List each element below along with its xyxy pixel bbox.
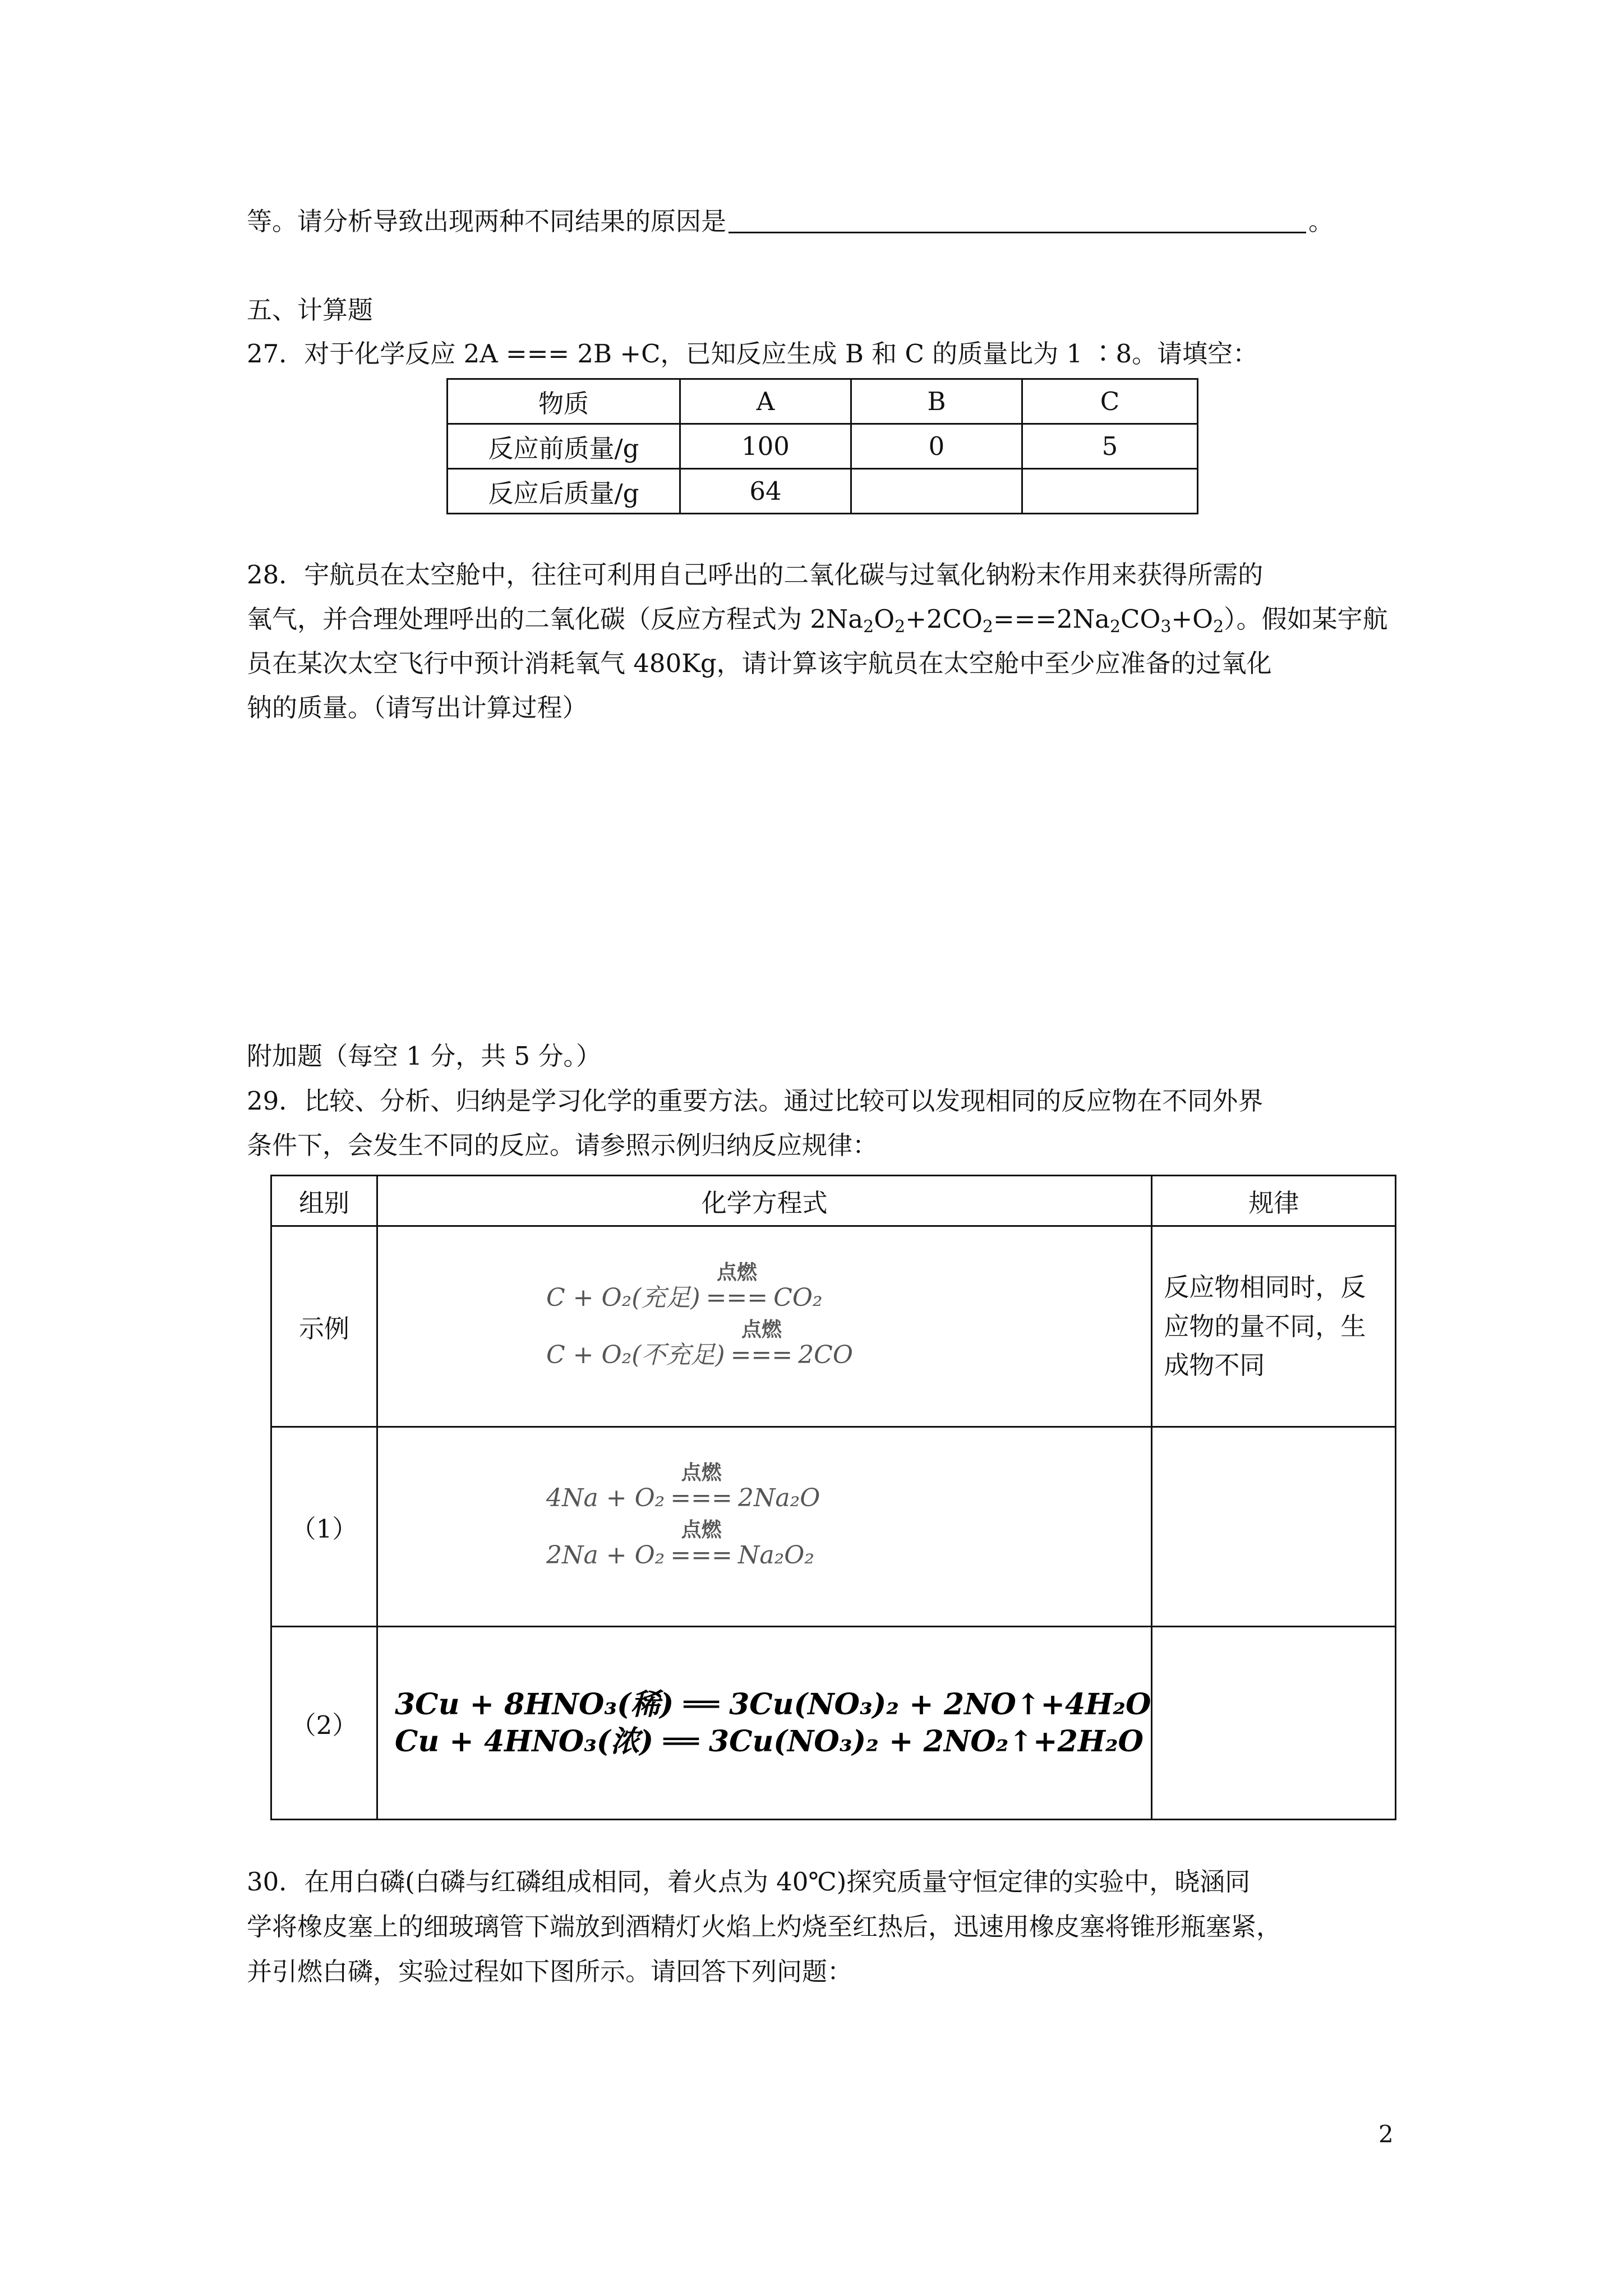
table-cell: 反应后质量/g — [448, 469, 680, 514]
q28-line-4: 钠的质量。（请写出计算过程） — [247, 693, 588, 723]
table-cell: 5 — [1022, 424, 1198, 469]
table-row — [271, 1226, 1396, 1427]
condition-label: 点燃 — [716, 1260, 757, 1284]
q28-text: ===2Na — [993, 604, 1110, 634]
q28-line-2 — [247, 604, 1388, 637]
q28-text: +O — [1171, 604, 1214, 634]
subscript: 2 — [982, 617, 993, 637]
condition-label: 点燃 — [681, 1460, 722, 1484]
q28-text: O — [874, 604, 895, 634]
table-header-cell: 物质 — [448, 379, 680, 424]
page-number: 2 — [1378, 2120, 1394, 2148]
q28-text: ）。假如某宇航 — [1224, 604, 1388, 634]
table-header-cell: 化学方程式 — [377, 1176, 1152, 1226]
equation-cell — [377, 1627, 1152, 1820]
q29-line-2: 条件下，会发生不同的反应。请参照示例归纳反应规律： — [247, 1130, 878, 1160]
products: CO₂ — [773, 1283, 823, 1312]
q28-line-3: 员在某次太空飞行中预计消耗氧气 480Kg，请计算该宇航员在太空舱中至少应准备的过氧化 — [247, 648, 1272, 678]
table-row — [271, 1627, 1396, 1820]
reactants: C + O₂(不充足) — [546, 1340, 725, 1369]
q27-stem: 27．对于化学反应 2A === 2B +C，已知反应生成 B 和 C 的质量比为 1 ∶8。请填空： — [247, 339, 1258, 369]
table-row — [448, 379, 1198, 424]
group-label: 示例 — [271, 1226, 377, 1427]
table-header-cell: C — [1022, 379, 1198, 424]
equation: 3Cu + 8HNO₃(稀) ══ 3Cu(NO₃)₂ + 2NO↑+4H₂O — [395, 1687, 1151, 1722]
table-row — [271, 1427, 1396, 1627]
rule-line: 应物的量不同，生 — [1164, 1311, 1366, 1341]
rule-line: 反应物相同时，反 — [1164, 1272, 1366, 1302]
subscript: 2 — [863, 617, 874, 637]
table-header-cell: 规律 — [1152, 1176, 1396, 1226]
q28-text: CO — [1121, 604, 1161, 634]
group-label: （2） — [271, 1627, 377, 1820]
continuation-end: 。 — [1308, 206, 1334, 236]
equation — [546, 1517, 1151, 1570]
condition: 点燃 === — [670, 1460, 732, 1512]
q30-line-2: 学将橡皮塞上的细玻璃管下端放到酒精灯火焰上灼烧至红热后，迅速用橡皮塞将锥形瓶塞紧， — [247, 1912, 1282, 1941]
condition-label: 点燃 — [741, 1317, 782, 1341]
table-cell: 反应前质量/g — [448, 424, 680, 469]
table-row — [448, 469, 1198, 514]
table-cell: 64 — [680, 469, 851, 514]
continuation-text: 等。请分析导致出现两种不同结果的原因是 — [247, 206, 727, 236]
question-continuation — [247, 206, 1334, 236]
table-row — [448, 424, 1198, 469]
q29-line-1: 29．比较、分析、归纳是学习化学的重要方法。通过比较可以发现相同的反应物在不同外界 — [247, 1086, 1264, 1116]
q28-text: +2CO — [905, 604, 983, 634]
subscript: 2 — [1109, 617, 1121, 637]
table-header-cell: B — [851, 379, 1022, 424]
table-header-cell: 组别 — [271, 1176, 377, 1226]
section-title: 五、计算题 — [247, 295, 374, 325]
equation-cell — [377, 1427, 1152, 1627]
group-label: （1） — [271, 1427, 377, 1627]
bonus-title: 附加题（每空 1 分，共 5 分。） — [247, 1041, 601, 1071]
reactants: 2Na + O₂ — [546, 1540, 665, 1570]
table-cell: 0 — [851, 424, 1022, 469]
answer-cell-rule-1[interactable] — [1152, 1427, 1396, 1627]
table-row — [271, 1176, 1396, 1226]
equation — [546, 1260, 1151, 1312]
rule-line: 成物不同 — [1164, 1350, 1265, 1381]
q27-table — [446, 378, 1198, 514]
equation: Cu + 4HNO₃(浓) ══ 3Cu(NO₃)₂ + 2NO₂↑+2H₂O — [395, 1724, 1144, 1759]
answer-cell-rule-2[interactable] — [1152, 1627, 1396, 1820]
equation-cell — [377, 1226, 1152, 1427]
equation — [546, 1460, 1151, 1512]
answer-blank[interactable] — [728, 209, 1306, 233]
rule-cell — [1152, 1226, 1396, 1427]
q28-text: 氧气，并合理处理呼出的二氧化碳（反应方程式为 2Na — [247, 604, 864, 634]
table-header-cell: A — [680, 379, 851, 424]
reactants: 4Na + O₂ — [546, 1483, 665, 1512]
condition: 点燃 === — [670, 1517, 732, 1570]
subscript: 2 — [1213, 617, 1224, 637]
condition: 点燃 === — [730, 1317, 793, 1369]
equation — [546, 1317, 1151, 1369]
table-cell: 100 — [680, 424, 851, 469]
condition: 点燃 === — [706, 1260, 768, 1312]
subscript: 2 — [895, 617, 906, 637]
reactants: C + O₂(充足) — [546, 1283, 700, 1312]
answer-cell-b[interactable] — [851, 469, 1022, 514]
products: 2CO — [798, 1340, 853, 1369]
products: Na₂O₂ — [737, 1540, 814, 1570]
condition-label: 点燃 — [681, 1517, 722, 1542]
q29-table — [270, 1175, 1396, 1820]
q30-line-1: 30．在用白磷(白磷与红磷组成相同，着火点为 40℃)探究质量守恒定律的实验中，晓涵同 — [247, 1867, 1251, 1897]
products: 2Na₂O — [737, 1483, 820, 1512]
q28-line-1: 28．宇航员在太空舱中，往往可利用自己呼出的二氧化碳与过氧化钠粉末作用来获得所需的 — [247, 560, 1264, 590]
q30-line-3: 并引燃白磷，实验过程如下图所示。请回答下列问题： — [247, 1957, 853, 1986]
answer-cell-c[interactable] — [1022, 469, 1198, 514]
subscript: 3 — [1160, 617, 1172, 637]
